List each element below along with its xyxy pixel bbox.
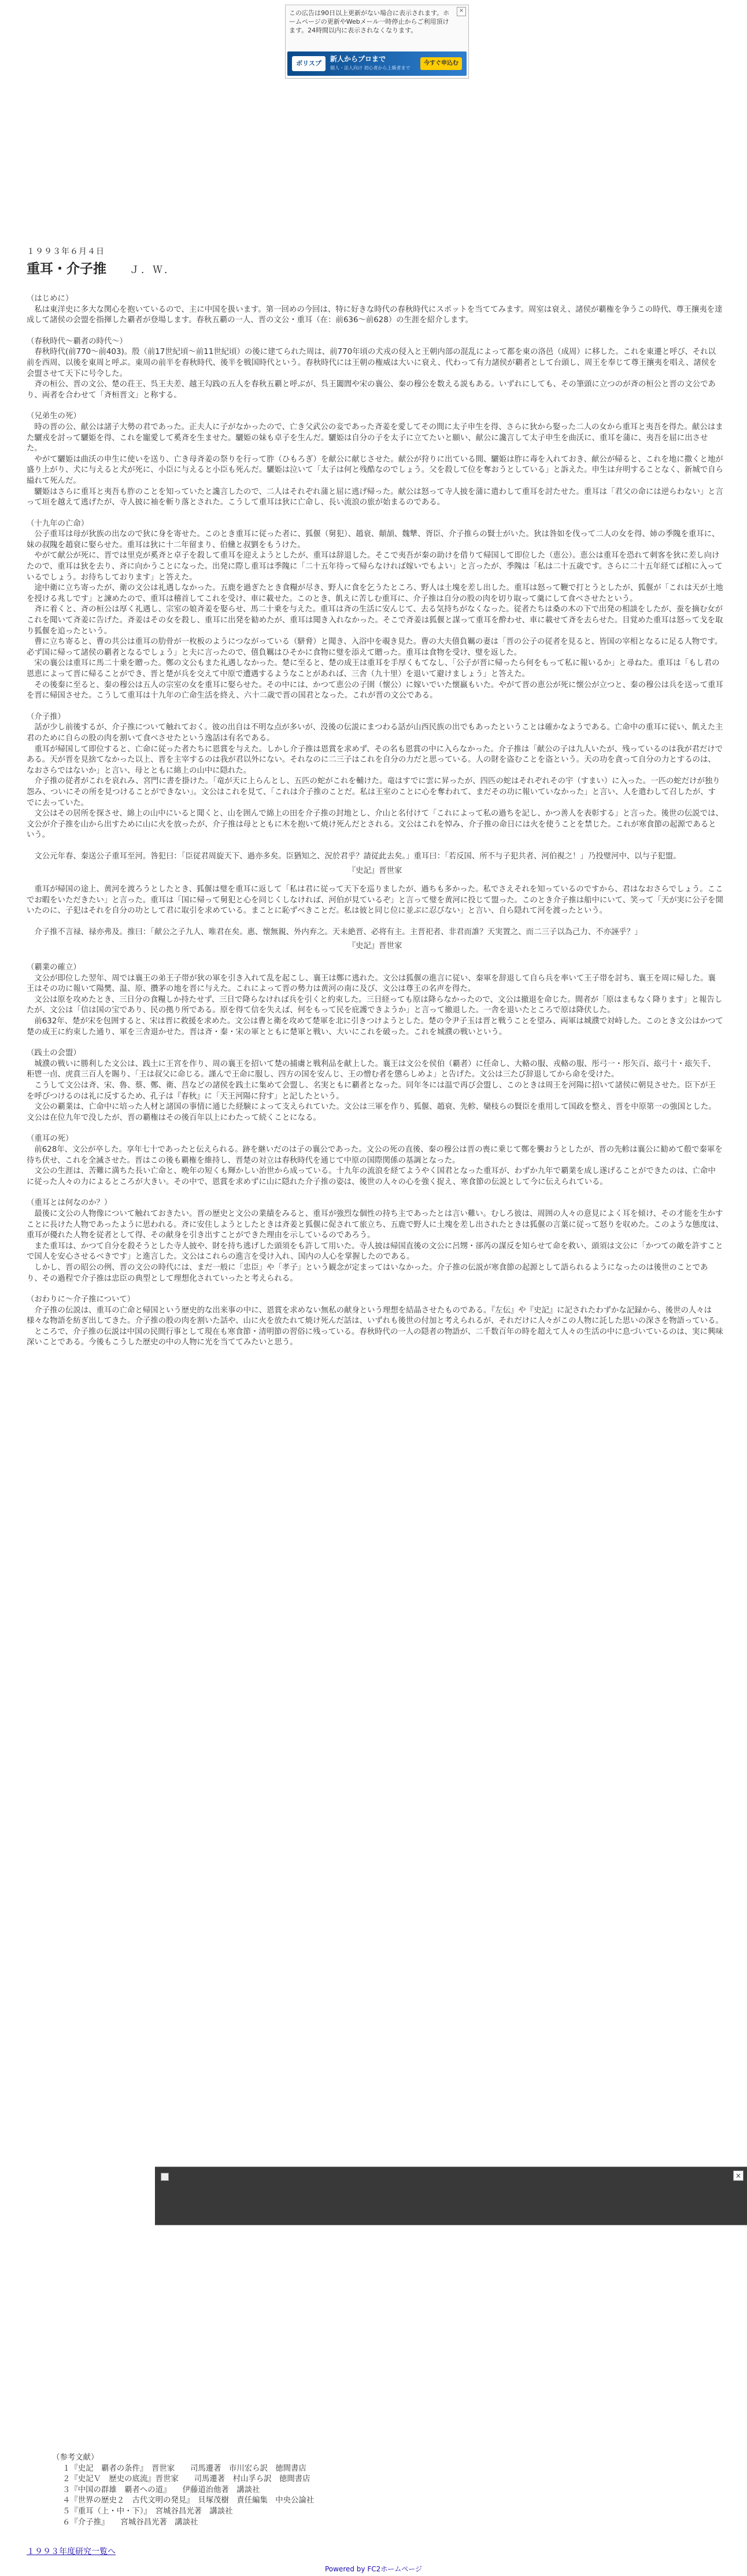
section-heading: （はじめに） (27, 294, 73, 303)
article-title (27, 258, 176, 277)
article-section (27, 294, 723, 326)
paragraph: 曹に立ち寄ると、曹の共公は重耳の肋骨が一枚板のようにつながっている（駢脅）と聞き、入浴中を覗き見た。曹の大夫僖負羈の妻は「晋の公子の従者を見ると、皆国の宰相となるに足る人物です。必ず国に帰って諸侯の覇者となるでしょう」と夫に言ったので、僖負羈はひそかに食物に璧を添えて贈った。重耳は食物を受け、璧を返した。 (27, 637, 723, 657)
paragraph: 驪姫はさらに重耳と夷吾も胙のことを知っていたと讒言したので、二人はそれぞれ蒲と屈に逃げ帰った。献公は怒って寺人披を蒲に遣わして重耳を討たせた。重耳は「君父の命には逆らわない」と言って垣を越えて逃げたが、寺人披に袖を斬り落とされた。こうして重耳は狄に亡命し、長い流浪の旅が始まるのである。 (27, 487, 723, 507)
reference-item: ５『重耳（上・中・下）』 宮城谷昌光著 講談社 (62, 2507, 233, 2516)
paragraph: しかし、晋の昭公の例、晋の文公の時代には、まだ一般に「忠臣」や「孝子」という観念が定まってはいなかった。介子推の伝説が寒食節の起源として語られるようになったのは後世のことであり、その過程で介子推は忠臣の典型として理想化されていったと考えられる。 (27, 1263, 708, 1283)
paragraph: 斉に着くと、斉の桓公は厚く礼遇し、宗室の娘斉姜を娶らせ、馬二十乗を与えた。重耳は斉の生活に安んじて、去る気持ちがなくなった。従者たちは桑の木の下で出発の相談をしたが、蚕を摘む女がこれを聞いて斉姜に告げた。斉姜はその女を殺し、重耳に出発を勧めたが、重耳は聞き入れなかった。そこで斉姜は狐偃と謀って重耳を酔わせ、車に載せて斉を去らせた。目覚めた重耳は怒って戈を取り狐偃を追ったという。 (27, 605, 723, 636)
citation-source: 『史記』晋世家 (347, 866, 402, 875)
advert-banner[interactable] (287, 51, 467, 76)
references-list (52, 2464, 399, 2529)
article-section (27, 337, 723, 401)
references (52, 2453, 399, 2528)
article-section (27, 712, 723, 841)
article-section (27, 411, 723, 508)
article-author: Ｊ．Ｗ． (130, 264, 176, 276)
paragraph: 宋の襄公は重耳に馬二十乗を贈った。鄭の文公もまた礼遇しなかった。楚に至ると、楚の成王は重耳を手厚くもてなし、「公子が晋に帰ったら何をもって私に報いるか」と尋ねた。重耳は「もし君の恩恵によって晋に帰ることができ、晋と楚が兵を交えて中原で遭遇するようなことがあれば、三舎（九十里）を退いて避けましょう」と答えた。 (27, 659, 720, 679)
article-section (27, 519, 723, 702)
overlay-image-icon (161, 2173, 169, 2181)
paragraph: やがて献公が死に、晋では里克が奚斉と卓子を殺して重耳を迎えようとしたが、重耳は辞退した。そこで夷吾が秦の助けを借りて帰国して即位した（恵公）。恵公は重耳を恐れて刺客を狄に差し向けたので、重耳は狄を去り、斉に向かうことになった。出発に際し重耳は季隗に「二十五年待って帰らなければ嫁いでもよい」と言ったが、季隗は「私は二十五歳です。さらに二十五年経てば棺に入っているでしょう。お待ちしております」と答えた。 (27, 551, 723, 582)
quoted-citation: 介子推不言禄、禄亦弗及。推曰：「献公之子九人、唯君在矣。惠、懐無親、外内弃之。天未絶晋、必将有主。主晋祀者、非君而誰？天実置之、而二三子以為己力、不亦誣乎？」 (34, 927, 642, 937)
section-heading: （おわりに～介子推について） (27, 1295, 135, 1304)
paragraph: 重耳が帰国して即位すると、亡命に従った者たちに恩賞を与えた。しかし介子推は恩賞を求めず、その名も恩賞の中に入らなかった。介子推は「献公の子は九人いたが、残っているのは我が君だけである。天が晋を見捨てなかった以上、晋を主宰するのは我が君以外にない。それなのに二三子はこれを自分の力だと思っている。人の財を盗むことを盗という。天の功を貪って自分の力とするのは、なおさらではないか」と言い、母とともに綿上の山中に隠れた。 (27, 745, 723, 775)
reference-item: ６『介子推』 宮城谷昌光著 講談社 (62, 2518, 198, 2527)
article-section (27, 1295, 723, 1348)
paragraph: 重耳が帰国の途上、黄河を渡ろうとしたとき、狐偃は璧を重耳に返して「私は君に従って天下を巡りましたが、過ちも多かった。私でさえそれを知っているのですから、君はなおさらでしょう。ここでお暇をいただきたい」と言った。重耳は「国に帰って舅犯と心を同じくしなければ、河伯が見ているぞ」と言って璧を黄河に投じて盟った。このとき介子推は船中にいて、笑って「天が実に公子を開いたのに、子犯はそれを自分の功として君に取引を求めている。まことに恥ずべきことだ。私は彼と同じ位に並ぶに忍びない」と言い、自ら隠れて河を渡ったという。 (27, 885, 723, 916)
advert-subtext: 個人・法人向け 初心者から上級者まで (330, 65, 411, 71)
paragraph: 介子推の伝説は、重耳の亡命と帰国という歴史的な出来事の中に、恩賞を求めない無私の献身という理想を結晶させたものである。『左伝』や『史記』に記されたわずかな記録から、後世の人々は様々な物語を紡ぎ出してきた。介子推の股の肉を割いた話や、山に火を放たれて焼け死んだ話は、いずれも後世の付加と考えられるが、それだけに人々がこの人物に託した思いの深さを物語っている。 (27, 1306, 723, 1326)
article-title-text: 重耳・介子推 (27, 261, 106, 277)
section-heading: （践土の会盟） (27, 1049, 81, 1058)
paragraph: 話が少し前後するが、介子推について触れておく。彼の出自は不明な点が多いが、没後の伝説にまつわる話が山西民族の出でもあったということは確かなようである。亡命中の重耳に従い、飢えた主君のために自らの股の肉を割いて食べさせたという逸話は有名である。 (27, 723, 723, 743)
section-heading: （重耳とは何なのか？） (27, 1199, 112, 1208)
paragraph: その後秦に至ると、秦の穆公は五人の宗室の女を重耳に娶らせた。その中には、かつて恵公の子圉（懐公）に嫁いでいた懐嬴もいた。やがて晋の恵公が死に懐公が立つと、秦の穆公は兵を送って重耳を晋に帰国させた。こうして重耳は十九年の亡命生活を終え、六十二歳で晋の国君となった。これが晋の文公である。 (27, 680, 723, 701)
citation-source: 『史記』晋世家 (347, 942, 402, 951)
section-heading: （春秋時代～覇者の時代～） (27, 337, 128, 346)
section-heading: （介子推） (27, 712, 65, 721)
paragraph: 前632年、楚が宋を包囲すると、宋は晋に救援を求めた。文公は曹と衛を攻めて楚軍を北に引きつけようとした。楚の令尹子玉は晋と戦うことを望み、両軍は城濮で対峙した。このとき文公はかつて楚の成王に約束した通り、軍を三舎退かせた。晋は斉・秦・宋の軍とともに楚軍と戦い、大いにこれを破った。これを城濮の戦いという。 (27, 1017, 723, 1037)
paragraph: 前628年、文公が卒した。享年七十であったと伝えられる。跡を継いだのは子の襄公であった。文公の死の直後、秦の穆公は晋の喪に乗じて鄭を襲おうとしたが、晋の先軫は襄公に勧めて殽で秦軍を待ち伏せ、これを全滅させた。晋はこの後も覇権を維持し、晋楚の対立は春秋時代を通じて中原の国際関係の基調となった。 (27, 1145, 723, 1165)
article-section (27, 1134, 723, 1188)
paragraph: 時の晋の公、献公は諸子大勢の君であった。正夫人に子がなかったので、亡き父武公の妾であった斉姜を愛してその間に太子申生を得、さらに狄から娶った二人の女から重耳と夷吾を得た。献公はまた驪戎を討って驪姫を得、これを寵愛して奚斉を生ませた。驪姫の妹も卓子を生んだ。驪姫は自分の子を太子に立てたいと願い、献公に讒言して太子申生を曲沃に、重耳を蒲に、夷吾を屈に出させた。 (27, 422, 723, 454)
reference-item: ３『中国の群雄 覇者への道』 伊藤道治他著 講談社 (62, 2485, 260, 2494)
article-date: １９９３年６月４日 (27, 247, 105, 256)
paragraph: 介子推の従者がこれを哀れみ、宮門に書を掛けた。「竜が天に上らんとし、五匹の蛇がこれを輔けた。竜はすでに雲に昇ったが、四匹の蛇はそれぞれその宇（すまい）に入った。一匹の蛇だけが独り怨み、ついにその所を見つけることができない」。文公はこれを見て、「これは介子推のことだ。私は王室のことに心を奪われて、まだその功に報いていなかった」と言い、人を遣わして召したが、すでに去っていた。 (27, 777, 720, 808)
paragraph: 最後に文公の人物像について触れておきたい。晋の歴史と文公の業績をみると、重耳が強烈な個性の持ち主であったとは言い難い。むしろ彼は、周囲の人々の意見によく耳を傾け、その才能を生かすことに長けた人物であったように思われる。斉に安住しようとしたときは斉姜と狐偃に促されて旅立ち、五鹿で野人に土塊を差し出されたときは狐偃の言葉に従って怒りを収めた。このような態度は、重耳が優れた人物を従者として得、その献身を引き出すことができた理由を示しているのであろう。 (27, 1209, 724, 1240)
paragraph: ところで、介子推の伝説は中国の民間行事として現在も寒食節・清明節の習俗に残っている。春秋時代の一人の隠者の物語が、二千数百年の時を超えて人々の生活の中に息づいているのは、実に興味深いことである。今後もこうした歴史の中の人物に光を当ててみたいと思う。 (27, 1327, 723, 1347)
paragraph: 文公はその居所を探させ、綿上の山中にいると聞くと、山を囲んで綿上の田を介子推の封地とし、介山と名付けて「これによって私の過ちを記し、かつ善人を表彰する」と言った。後世の伝説では、文公が介子推を山から出すために山に火を放ったが、介子推は母とともに木を抱いて焼け死んだとされる。文公はこれを悼み、介子推の命日には火を使うことを禁じた。これが寒食節の起源であるという。 (27, 809, 723, 840)
paragraph: 公子重耳は母が狄族の出なので狄に身を寄せた。このとき重耳に従った者に、狐偃（舅犯）、趙衰、顛頡、魏犨、胥臣、介子推らの賢士がいた。狄は咎如を伐って二人の女を得、姉の季隗を重耳に、妹の叔隗を趙衰に娶らせた。重耳は狄に十二年留まり、伯儵と叔劉をもうけた。 (27, 530, 720, 550)
paragraph: 斉の桓公、晋の文公、楚の荘王、呉王夫差、越王勾践の五人を春秋五覇と呼ぶが、呉王闔閭や宋の襄公、秦の穆公を数える説もある。いずれにしても、その筆頭に立つのが斉の桓公と晋の文公であり、両者を合わせて「斉桓晋文」と称する。 (27, 380, 716, 400)
article-section (27, 963, 723, 1038)
paragraph: 私は東洋史に多大な関心を抱いているので、主に中国を扱います。第一回めの今回は、特に好きな時代の春秋時代にスポットを当ててみます。周室は衰え、諸侯が覇権を争うこの時代、尊王攘夷を達成して諸侯の会盟を指揮した覇者が登場します。春秋五覇の一人、晋の文公・重耳（在：前636～前628）の生涯を紹介します。 (27, 305, 723, 325)
article-section (27, 1048, 723, 1123)
section-heading: （覇業の確立） (27, 963, 81, 972)
paragraph: 城濮の戦いに勝利した文公は、践土に王宮を作り、周の襄王を招いて楚の捕虜と戦利品を献上した。襄王は文公を侯伯（覇者）に任命し、大輅の服、戎輅の服、彤弓一・彤矢百、玈弓十・玈矢千、秬鬯一卣、虎賁三百人を賜り、「王は叔父に命じる。謹んで王命に服し、四方の国を安んじ、王の憎む者を懲らしめよ」と告げた。文公は三たび辞退してから命を受けた。 (27, 1059, 716, 1079)
paragraph: 文公が即位した翌年、周では襄王の弟王子帯が狄の軍を引き入れて乱を起こし、襄王は鄭に逃れた。文公は狐偃の進言に従い、秦軍を辞退して自ら兵を率いて王子帯を討ち、襄王を周に帰した。襄王はその功に報いて陽樊、温、原、攢茅の地を晋に与えた。これによって晋の勢力は黄河の南に及び、文公は尊王の名声を得た。 (27, 974, 716, 994)
advert-headline: 新人からプロまで (330, 55, 386, 63)
paragraph: 春秋時代(前770～前403)。殷（前17世紀頃～前11世紀頃）の後に建てられた周は、前770年頃の犬戎の侵入と王朝内部の混乱によって都を東の洛邑（成周）に移した。これを東遷と呼び、それ以前を西周、以後を東周と呼ぶ。東周の前半を春秋時代、後半を戦国時代という。春秋時代には王朝の権威は大いに衰え、代わって有力諸侯が覇者として台頭し、周王を奉じて尊王攘夷を唱え、諸侯を会盟させて天下に号令した。 (27, 348, 717, 378)
article-section (27, 1198, 723, 1284)
paragraph: 文公の生涯は、苦難に満ちた長い亡命と、晩年の短くも輝かしい治世から成っている。十九年の流浪を経てようやく国君となった重耳が、わずか九年で覇業を成し遂げることができたのは、亡命中に従った人々の力によるところが大きい。その中で、恩賞を求めずに山に隠れた介子推の姿は、後世の人々の心を強く捉え、寒食節の伝説として今に伝えられている。 (27, 1167, 716, 1186)
paragraph: 文公の覇業は、亡命中に培った人材と諸国の事情に通じた経験によって支えられていた。文公は三軍を作り、狐偃、趙衰、先軫、欒枝らの賢臣を重用して国政を整え、晋を中原第一の強国とした。文公は在位九年で没したが、晋の覇権はその後百年以上にわたって続くことになる。 (27, 1103, 716, 1122)
quoted-citation: 文公元年春、秦送公子重耳至河。咎犯曰：「臣従君周旋天下、過亦多矣。臣猶知之、況於君乎？請従此去矣。」重耳曰：「若反国、所不与子犯共者、河伯視之！」乃投璧河中、以与子犯盟。 (34, 852, 681, 861)
advert-text: この広告は90日以上更新がない場合に表示されます。ホームページの更新やWebメール一時停止からご利用頂けます。24時間以内に表示されなくなります。 (289, 9, 450, 34)
advert-close-icon[interactable]: × (457, 7, 466, 16)
paragraph: 文公は原を攻めたとき、三日分の食糧しか持たせず、三日で降らなければ兵を引くと約束した。三日経っても原は降らなかったので、文公は撤退を命じた。間者が「原はまもなく降ります」と報告したが、文公は「信は国の宝であり、民の拠り所である。原を得て信を失えば、何をもって民を庇護できようか」と言って撤退した。一舎を退いたところで原は降伏した。 (27, 995, 723, 1015)
article-body (27, 294, 723, 1359)
paragraph: こうして文公は斉、宋、魯、蔡、鄭、衛、莒などの諸侯を践土に集めて会盟し、名実ともに覇者となった。同年冬には温で再び会盟し、このときは周王を河陽に招いて諸侯に朝見させた。臣下が王を呼びつけるのは礼に反するため、孔子は『春秋』に「天王河陽に狩す」と記したという。 (27, 1081, 716, 1101)
paragraph: 途中衛に立ち寄ったが、衛の文公は礼遇しなかった。五鹿を過ぎたとき食糧が尽き、野人に食を乞うたところ、野人は土塊を差し出した。重耳は怒って鞭で打とうとしたが、狐偃が「これは天が土地を授ける兆しです」と諫めたので、重耳は稽首してこれを受け、車に載せた。このとき、飢えに苦しむ重耳に、介子推は自分の股の肉を切り取って羹にして食べさせたという。 (27, 584, 723, 603)
article-section (27, 927, 723, 952)
references-heading: （参考文献） (52, 2453, 99, 2462)
advert-cta-button[interactable]: 今すぐ申込む (420, 57, 462, 70)
article-section (27, 852, 723, 917)
advert-box[interactable] (285, 5, 469, 79)
overlay-banner[interactable] (155, 2166, 747, 2225)
section-heading: （十九年の亡命） (27, 519, 89, 528)
section-heading: （兄弟生の死） (27, 412, 81, 421)
paragraph: また重耳は、かつて自分を殺そうとした寺人披や、財を持ち逃げした頭須をも許して用いた。寺人披は帰国直後の文公に呂甥・郤芮の謀反を知らせて命を救い、頭須は文公に「かつての敵を許すことで国人を安心させるべきです」と進言した。文公はこれらの進言を受け入れ、国内の人心を掌握したのである。 (27, 1241, 723, 1262)
advert-logo: ボリスプ (292, 56, 326, 71)
reference-item: ４『世界の歴史２ 古代文明の発見』 貝塚茂樹 責任編集 中央公論社 (62, 2496, 315, 2505)
overlay-close-icon[interactable]: × (733, 2170, 744, 2181)
back-to-index-link[interactable]: １９９３年度研究一覧へ (27, 2547, 116, 2556)
overlay-banner-panel (155, 2167, 747, 2225)
reference-item: １『史記 覇者の条件』 晋世家 司馬遷著 市川宏ら訳 徳間書店 (62, 2464, 306, 2473)
paragraph: やがて驪姫は曲沃の申生に使いを送り、亡き母斉姜の祭りを行って胙（ひもろぎ）を献公に献じさせた。献公が狩りに出ている間、驪姫は胙に毒を入れておき、献公が帰ると、これを地に撒くと地が盛り上がり、犬に与えると犬が死に、小臣に与えると小臣も死んだ。驪姫は泣いて「太子は何と残酷なのでしょう。父を殺して位を奪おうとしている」と訴えた。申生は弁明することなく、新城で自ら縊れて死んだ。 (27, 455, 723, 485)
section-heading: （重耳の死） (27, 1134, 73, 1144)
reference-item: ２『史記Ｖ 歴史の底流』晋世家 司馬遷著 村山孚ら訳 徳間書店 (62, 2475, 310, 2484)
footer-powered-by-link[interactable]: Powered by FC2ホームページ (324, 2565, 423, 2573)
